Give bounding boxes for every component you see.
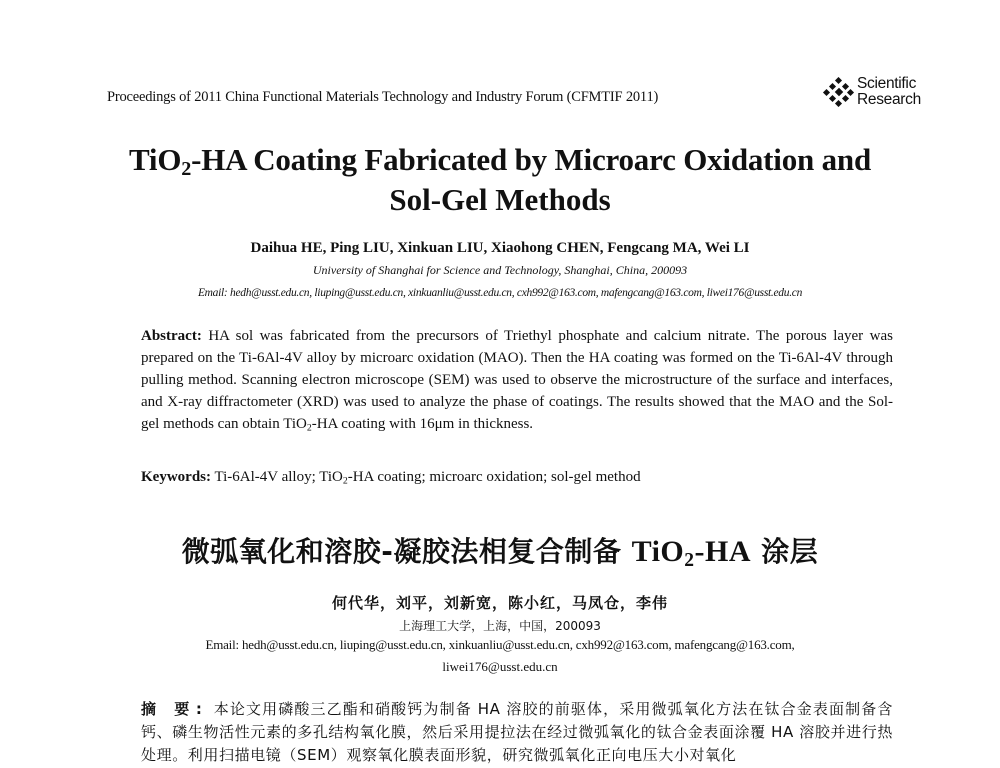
paper-title-line2: Sol-Gel Methods: [389, 182, 611, 217]
emails: Email: hedh@usst.edu.cn, liuping@usst.edu.cn, xinkuanliu@usst.edu.cn, cxh992@163.com, mafengcang@163.com, liwei176@usst.edu.cn: [197, 287, 803, 299]
chinese-abstract-label: 摘 要:: [141, 700, 208, 718]
paper-title-line1: [0, 142, 1000, 181]
abstract-label: Abstract:: [141, 328, 202, 344]
keywords: [141, 469, 641, 486]
cn-title-tio: TiO: [631, 535, 685, 568]
cn-title-subscript: 2: [684, 549, 695, 571]
keywords-text-end: -HA coating; microarc oxidation; sol-gel method: [347, 469, 641, 485]
logo-line-scientific: Scientific: [857, 75, 917, 92]
logo-line-research: Research: [857, 91, 921, 108]
abstract-subscript: 2: [306, 422, 312, 434]
proceedings-header: Proceedings of 2011 China Functional Materials Technology and Industry Forum (CFMTIF 2011): [107, 89, 659, 105]
abstract-text-end: -HA coating with 16μm in thickness.: [311, 416, 534, 432]
cn-title-latin: [631, 535, 751, 571]
chinese-authors: 何代华，刘平，刘新宽，陈小红，马凤仓，李伟: [331, 594, 668, 612]
scientific-research-logo: [822, 72, 932, 112]
chinese-affiliation: 上海理工大学，上海，中国，200093: [399, 619, 601, 633]
keywords-label: Keywords:: [141, 469, 211, 485]
keywords-text: Ti-6Al-4V alloy; TiO: [211, 469, 343, 485]
cn-title-ha: -HA: [694, 535, 751, 568]
cn-title-part1: 微弧氧化和溶胶-凝胶法相复合制备: [181, 535, 632, 568]
affiliation: University of Shanghai for Science and Technology, Shanghai, China, 200093: [312, 263, 688, 277]
authors: Daihua HE, Ping LIU, Xinkuan LIU, Xiaohong CHEN, Fengcang MA, Wei LI: [250, 240, 750, 256]
chinese-emails-line2: liwei176@usst.edu.cn: [442, 659, 558, 674]
cn-title-part2: 涂层: [751, 535, 819, 568]
title-tio: TiO: [129, 142, 182, 177]
abstract-text: HA sol was fabricated from the precursors of Triethyl phosphate and calcium nitrate. The porous layer was prepared on the Ti-6Al-4V alloy by microarc oxidation (MAO). Then the HA coating was formed on the Ti-6Al-4V through pulling method. Scanning electron microscope (SEM) was used to observe the microstructure of the surface and interfaces, and X-ray diffractometer (XRD) was used to analyze the phase of coatings. The results showed that the MAO and the Sol-gel methods can obtain TiO: [141, 328, 893, 432]
chinese-abstract: [141, 698, 893, 767]
chinese-title: [0, 530, 1000, 570]
keywords-subscript: 2: [342, 475, 348, 487]
title-rest: -HA Coating Fabricated by Microarc Oxidation and: [191, 142, 871, 177]
abstract: [141, 325, 893, 435]
logo-text: [857, 76, 921, 108]
diamond-dots-icon: [822, 77, 856, 107]
title-subscript: 2: [181, 158, 192, 181]
chinese-emails-line1: Email: hedh@usst.edu.cn, liuping@usst.edu.cn, xinkuanliu@usst.edu.cn, cxh992@163.com, mafengcang@163.com,: [205, 637, 795, 652]
chinese-abstract-text: 本论文用磷酸三乙酯和硝酸钙为制备 HA 溶胶的前驱体，采用微弧氧化方法在钛合金表面制备含钙、磷生物活性元素的多孔结构氧化膜，然后采用提拉法在经过微弧氧化的钛合金表面涂覆 HA 溶胶并进行热处理。利用扫描电镜（SEM）观察氧化膜表面形貌，研究微弧氧化正向电压大小对氧化: [141, 700, 893, 764]
